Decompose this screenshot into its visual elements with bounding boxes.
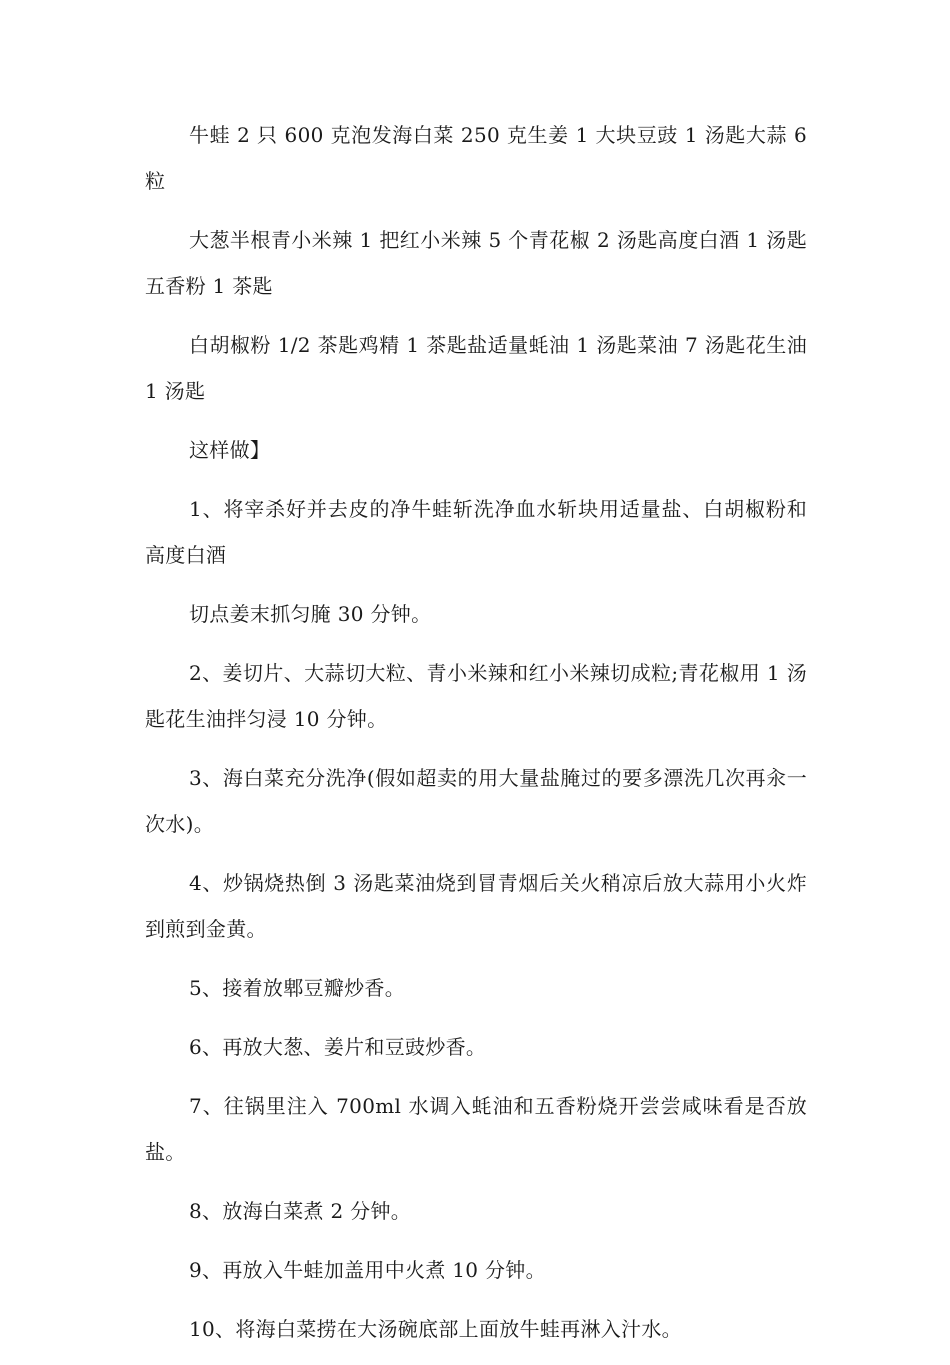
ingredients-paragraph-3: 白胡椒粉 1/2 茶匙鸡精 1 茶匙盐适量蚝油 1 汤匙菜油 7 汤匙花生油 1 汤匙 xyxy=(145,333,807,403)
step-5: 5、接着放郫豆瓣炒香。 xyxy=(189,976,406,1000)
ingredients-paragraph-2: 大葱半根青小米辣 1 把红小米辣 5 个青花椒 2 汤匙高度白酒 1 汤匙五香粉 1 茶匙 xyxy=(145,228,807,298)
step-1-continued: 切点姜末抓匀腌 30 分钟。 xyxy=(189,602,432,626)
step-1: 1、将宰杀好并去皮的净牛蛙斩洗净血水斩块用适量盐、白胡椒粉和高度白酒 xyxy=(145,497,807,567)
step-4: 4、炒锅烧热倒 3 汤匙菜油烧到冒青烟后关火稍凉后放大蒜用小火炸到煎到金黄。 xyxy=(145,871,807,941)
step-2: 2、姜切片、大蒜切大粒、青小米辣和红小米辣切成粒;青花椒用 1 汤匙花生油拌匀浸 10 分钟。 xyxy=(145,661,807,731)
document-body xyxy=(145,112,807,1365)
ingredients-paragraph-1: 牛蛙 2 只 600 克泡发海白菜 250 克生姜 1 大块豆豉 1 汤匙大蒜 6 粒 xyxy=(145,123,807,193)
method-heading: 这样做】 xyxy=(189,438,271,462)
step-7: 7、往锅里注入 700ml 水调入蚝油和五香粉烧开尝尝咸味看是否放盐。 xyxy=(145,1094,807,1164)
step-10: 10、将海白菜捞在大汤碗底部上面放牛蛙再淋入汁水。 xyxy=(189,1317,682,1341)
step-3: 3、海白菜充分洗净(假如超卖的用大量盐腌过的要多漂洗几次再汆一次水)。 xyxy=(145,766,807,836)
step-9: 9、再放入牛蛙加盖用中火煮 10 分钟。 xyxy=(189,1258,546,1282)
step-6: 6、再放大葱、姜片和豆豉炒香。 xyxy=(189,1035,487,1059)
step-8: 8、放海白菜煮 2 分钟。 xyxy=(189,1199,412,1223)
